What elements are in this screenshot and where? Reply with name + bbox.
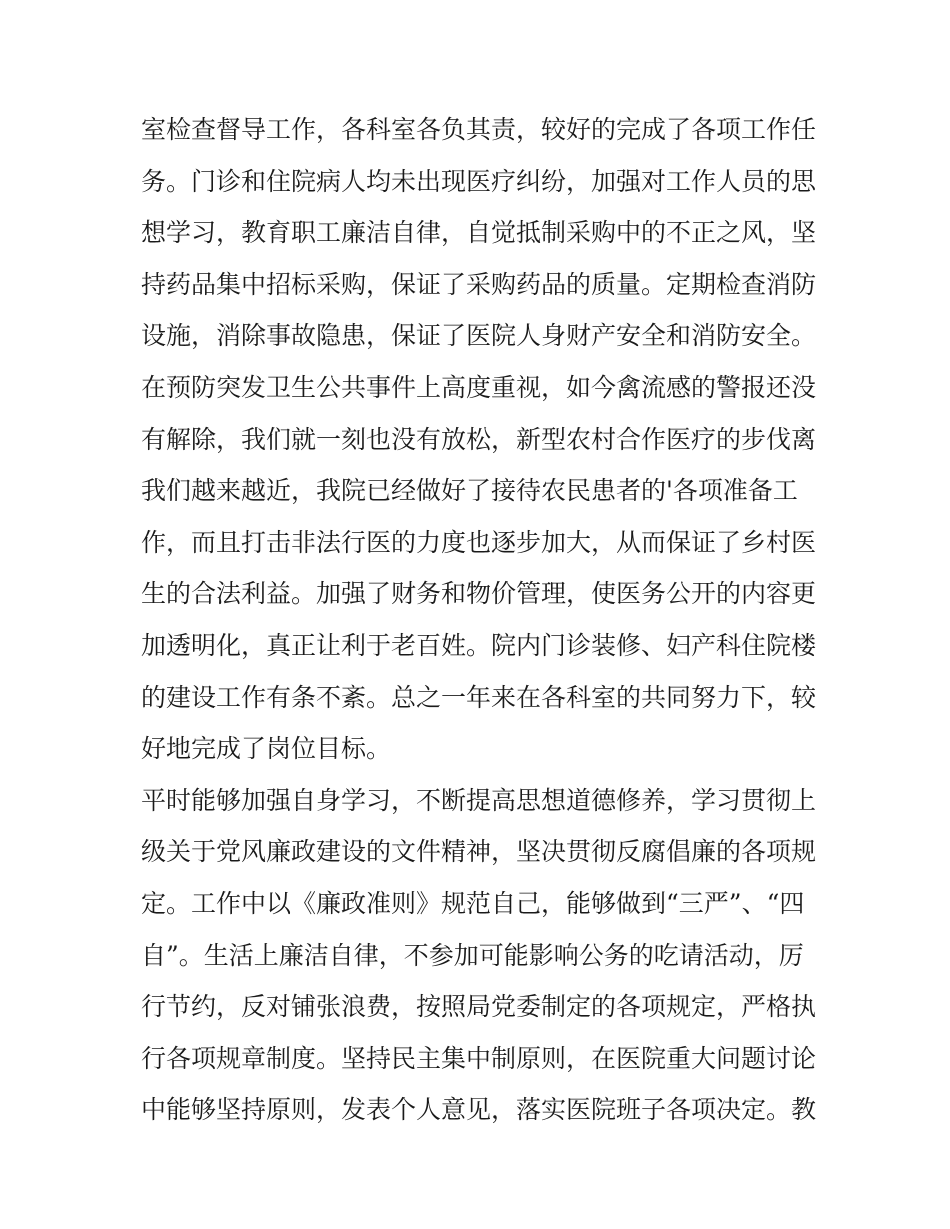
text-line: 作，而且打击非法行医的力度也逐步加大，从而保证了乡村医 — [141, 527, 817, 557]
text-line: 室检查督导工作，各科室各负其责，较好的完成了各项工作任 — [141, 115, 817, 144]
text-line: 的建设工作有条不紊。总之一年来在各科室的共同努力下，较 — [141, 682, 817, 712]
text-line: 平时能够加强自身学习，不断提高思想道德修养，学习贯彻上 — [141, 785, 817, 815]
text-line: 级关于党风廉政建设的文件精神，坚决贯彻反腐倡廉的各项规 — [141, 837, 817, 867]
text-line: 在预防突发卫生公共事件上高度重视，如今禽流感的警报还没 — [141, 372, 817, 402]
text-line: 想学习，教育职工廉洁自律，自觉抵制采购中的不正之风，坚 — [141, 218, 817, 248]
text-line: 有解除，我们就一刻也没有放松，新型农村合作医疗的步伐离 — [141, 424, 817, 454]
document-body — [141, 104, 821, 1136]
text-line: 生的合法利益。加强了财务和物价管理，使医务公开的内容更 — [141, 579, 817, 609]
text-line: 定。工作中以《廉政准则》规范自己，能够做到“三严”、“四 — [141, 888, 805, 918]
text-line: 我们越来越近，我院已经做好了接待农民患者的'各项准备工 — [141, 476, 798, 506]
text-line: 加透明化，真正让利于老百姓。院内门诊装修、妇产科住院楼 — [141, 630, 817, 660]
text-line: 中能够坚持原则，发表个人意见，落实医院班子各项决定。教 — [141, 1095, 817, 1125]
text-line: 行节约，反对铺张浪费，按照局党委制定的各项规定，严格执 — [141, 992, 817, 1022]
text-line: 持药品集中招标采购，保证了采购药品的质量。定期检查消防 — [141, 269, 817, 299]
text-line: 好地完成了岗位目标。 — [141, 734, 392, 764]
text-line: 自”。生活上廉洁自律，不参加可能影响公务的吃请活动，厉 — [141, 940, 804, 970]
text-line: 务。门诊和住院病人均未出现医疗纠纷，加强对工作人员的思 — [141, 166, 817, 196]
text-line: 设施，消除事故隐患，保证了医院人身财产安全和消防安全。 — [141, 321, 817, 351]
text-line: 行各项规章制度。坚持民主集中制原则，在医院重大问题讨论 — [141, 1043, 817, 1073]
